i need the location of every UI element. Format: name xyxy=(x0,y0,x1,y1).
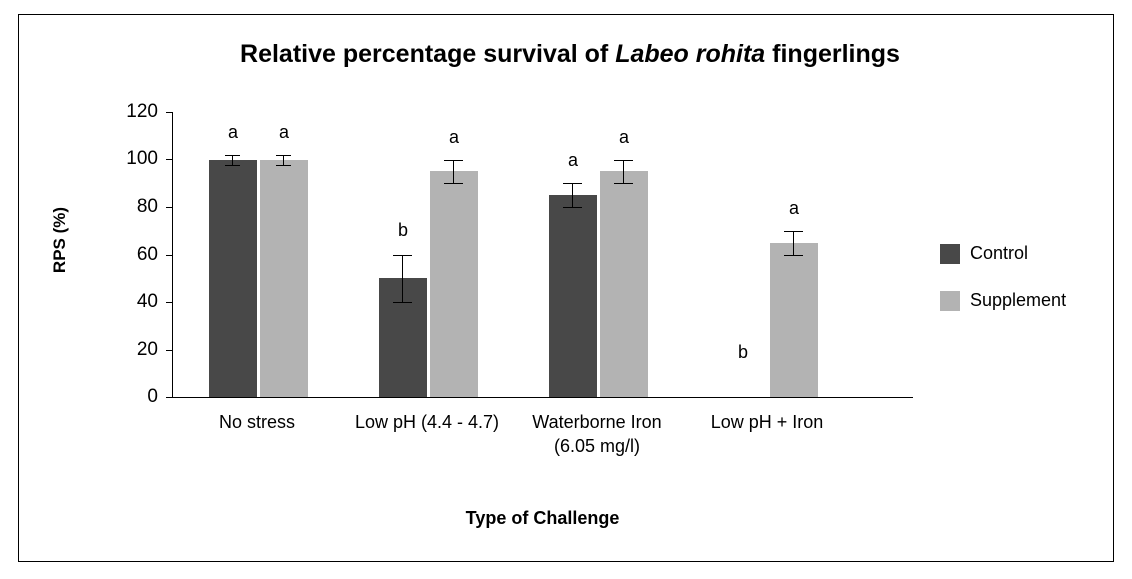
errorbar-cap-top-supplement-waterborne-iron xyxy=(614,160,633,161)
chart-title-species: Labeo rohita xyxy=(615,40,766,68)
bar-control-waterborne-iron xyxy=(549,195,597,397)
y-tick-label-40: 40 xyxy=(136,291,158,312)
bar-supplement-no-stress xyxy=(260,160,308,398)
errorbar-cap-top-supplement-no-stress xyxy=(276,155,291,156)
annotation-control-no-stress: a xyxy=(227,122,238,142)
y-tick-label-120: 120 xyxy=(126,101,158,122)
plot-area xyxy=(172,112,912,397)
errorbar-control-waterborne-iron xyxy=(572,183,573,207)
annotation-supplement-no-stress: a xyxy=(278,122,289,142)
chart-legend xyxy=(940,243,1066,337)
errorbar-cap-top-control-no-stress xyxy=(225,155,240,156)
errorbar-cap-bottom-supplement-waterborne-iron xyxy=(614,183,633,184)
x-tick-label-no-stress-line1: No stress xyxy=(218,412,296,432)
chart-title-part2: fingerlings xyxy=(765,40,900,68)
errorbar-control-low-ph xyxy=(402,255,403,303)
bar-supplement-low-ph-iron xyxy=(770,243,818,397)
legend-swatch-supplement xyxy=(940,291,960,311)
legend-item-control xyxy=(940,243,1066,264)
x-tick-label-waterborne-iron-line2: (6.05 mg/l) xyxy=(553,436,641,457)
y-tick-label-80: 80 xyxy=(136,196,158,217)
y-tick-label-0: 0 xyxy=(147,386,158,407)
x-tick-label-low-ph-line1: Low pH (4.4 - 4.7) xyxy=(354,412,500,432)
annotation-supplement-low-ph: a xyxy=(448,127,459,147)
chart-title xyxy=(120,40,1020,69)
bar-control-no-stress xyxy=(209,160,257,398)
annotation-supplement-low-ph-iron: a xyxy=(788,198,799,218)
errorbar-supplement-no-stress xyxy=(283,155,284,165)
chart-title-part1: Relative percentage survival of xyxy=(240,40,616,68)
bar-supplement-waterborne-iron xyxy=(600,171,648,397)
y-tick-label-20: 20 xyxy=(136,339,158,360)
y-tick-mark-0 xyxy=(166,397,172,398)
errorbar-control-no-stress xyxy=(232,155,233,165)
legend-label-supplement: Supplement xyxy=(970,290,1067,310)
annotation-control-low-ph: b xyxy=(397,220,408,240)
errorbar-cap-top-supplement-low-ph-iron xyxy=(784,231,803,232)
annotation-control-low-ph-iron: b xyxy=(737,342,748,362)
errorbar-supplement-low-ph xyxy=(453,160,454,184)
errorbar-cap-top-control-low-ph xyxy=(393,255,412,256)
y-tick-label-60: 60 xyxy=(136,244,158,265)
errorbar-cap-bottom-supplement-low-ph xyxy=(444,183,463,184)
x-axis-title: Type of Challenge xyxy=(465,508,620,528)
errorbar-cap-bottom-control-no-stress xyxy=(225,165,240,166)
y-tick-label-100: 100 xyxy=(126,148,158,169)
annotation-supplement-waterborne-iron: a xyxy=(618,127,629,147)
errorbar-cap-bottom-supplement-no-stress xyxy=(276,165,291,166)
legend-item-supplement xyxy=(940,290,1066,311)
errorbar-supplement-low-ph-iron xyxy=(793,231,794,255)
annotation-control-waterborne-iron: a xyxy=(567,150,578,170)
errorbar-cap-bottom-control-low-ph xyxy=(393,302,412,303)
x-tick-label-low-ph-iron xyxy=(667,410,867,434)
legend-label-control: Control xyxy=(970,243,1029,263)
errorbar-cap-bottom-control-waterborne-iron xyxy=(563,207,582,208)
x-tick-label-waterborne-iron-line1: Waterborne Iron xyxy=(532,412,662,432)
x-tick-label-low-ph-iron-line1: Low pH + Iron xyxy=(710,412,824,432)
bar-control-low-ph xyxy=(379,278,427,397)
bar-supplement-low-ph xyxy=(430,171,478,397)
errorbar-supplement-waterborne-iron xyxy=(623,160,624,184)
errorbar-cap-top-control-waterborne-iron xyxy=(563,183,582,184)
x-axis-line xyxy=(172,397,913,398)
errorbar-cap-bottom-supplement-low-ph-iron xyxy=(784,255,803,256)
y-axis-title: RPS (%) xyxy=(50,206,69,274)
errorbar-cap-top-supplement-low-ph xyxy=(444,160,463,161)
legend-swatch-control xyxy=(940,244,960,264)
